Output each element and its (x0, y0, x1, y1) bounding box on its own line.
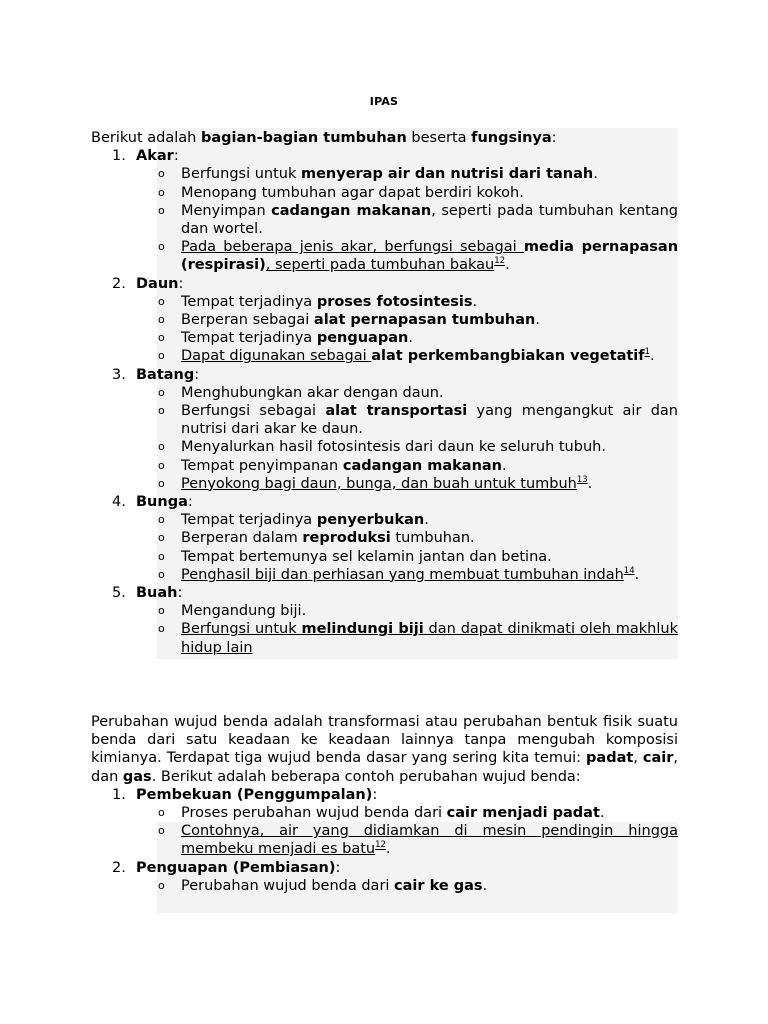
sub-text: . (424, 512, 429, 529)
sub-end: . (505, 257, 510, 274)
sub-text: Berperan dalam (181, 530, 303, 547)
bullet-icon: o (158, 604, 165, 618)
item-number: 1. (112, 148, 126, 165)
sub-text: Tempat terjadinya (181, 293, 317, 310)
footnote-ref: 12 (375, 840, 386, 851)
sub-item (91, 548, 678, 566)
sub-item (91, 511, 678, 529)
list-item-daun (91, 275, 678, 293)
sub-item (91, 402, 678, 438)
sub-text: . (599, 805, 605, 822)
sub-item (91, 384, 678, 402)
bullet-icon: o (158, 806, 165, 820)
sub-bold: penguapan (316, 330, 409, 347)
sub-text-underlined: Contohnya, air yang didiamkan di mesin pendingin hingga membeku menjadi es batu (181, 823, 678, 858)
state-change-section (91, 713, 678, 895)
item-number: 5. (112, 585, 126, 602)
sub-text-underlined: Penyokong bagi daun, bunga, dan buah untuk tumbuh (181, 475, 577, 492)
sub-bold: alat perkembangbiakan vegetatif (371, 348, 645, 365)
list-item-batang (91, 366, 678, 384)
sub-item (91, 566, 678, 584)
sub-text: tumbuhan. (390, 530, 475, 547)
sub-text: Menyimpan (181, 202, 272, 219)
sub-end: . (385, 841, 391, 858)
para-text: . Berikut adalah beberapa contoh perubahan wujud benda: (151, 768, 581, 785)
sub-item (91, 202, 678, 238)
bullet-icon: o (158, 349, 165, 363)
sub-item (91, 184, 678, 202)
bullet-icon: o (158, 622, 165, 636)
sub-text-underlined: Berfungsi untuk (181, 621, 302, 638)
intro-text: beserta (406, 130, 472, 146)
intro-bold-functions: fungsinya (471, 130, 552, 146)
bullet-icon: o (158, 185, 165, 199)
footnote-ref: 13 (576, 475, 588, 486)
sub-bold: penyerbukan (316, 512, 425, 529)
sub-bold: proses fotosintesis (316, 293, 473, 310)
sub-end: . (650, 348, 655, 365)
para-text: Perubahan wujud benda adalah transformasi atau perubahan bentuk fisik suatu benda dari satu keadaan ke keadaan lainnya tanpa mengubah komposisi kimianya. Terdapat tiga wujud benda dasar yang sering kita temui: (91, 714, 678, 767)
bullet-icon: o (158, 531, 165, 545)
sub-item (91, 602, 678, 620)
item-heading: Pembekuan (Penggumpalan) (136, 786, 373, 803)
bullet-icon: o (158, 476, 165, 490)
bullet-icon: o (158, 203, 165, 217)
footnote-ref: 14 (623, 566, 635, 577)
bullet-icon: o (158, 824, 165, 838)
sub-end: . (587, 475, 593, 492)
bullet-icon: o (158, 167, 165, 181)
sub-text: Berfungsi sebagai (181, 403, 326, 420)
sub-bold: melindungi biji (301, 621, 424, 638)
item-colon: : (177, 585, 183, 602)
bullet-icon: o (158, 331, 165, 345)
sub-item (91, 329, 678, 347)
sub-text-underlined: Pada beberapa jenis akar, berfungsi sebagai (181, 239, 524, 256)
para-bold: gas (122, 768, 152, 785)
sub-bold: media pernapasan (respirasi) (181, 239, 679, 274)
item-colon: : (372, 786, 378, 803)
sub-item (91, 877, 678, 895)
sub-bold: menyerap air dan nutrisi dari tanah (300, 166, 594, 183)
footnote-ref: 1 (644, 347, 650, 358)
para-text: , dan (91, 750, 678, 785)
item-heading: Buah (136, 585, 178, 602)
sub-item (91, 438, 678, 456)
para-text: , (633, 750, 643, 767)
sub-text: Tempat terjadinya (181, 512, 317, 529)
item-colon: : (335, 859, 341, 876)
intro-bold-parts: bagian-bagian tumbuhan (200, 130, 407, 146)
sub-text: Tempat penyimpanan (181, 457, 343, 474)
sub-item (91, 165, 678, 183)
sub-item (91, 457, 678, 475)
sub-text: . (408, 330, 413, 347)
bullet-icon: o (158, 294, 165, 308)
sub-item (91, 529, 678, 547)
list-item-penguapan (91, 859, 678, 877)
plant-parts-section (91, 129, 678, 657)
bullet-icon: o (158, 458, 165, 472)
sub-bold: cair menjadi padat (446, 805, 600, 822)
bullet-icon: o (158, 404, 165, 418)
item-heading: Penguapan (Pembiasan) (136, 859, 336, 876)
sub-text-underlined: Penghasil biji dan perhiasan yang membuat tumbuhan indah (181, 566, 624, 583)
item-number: 2. (112, 275, 126, 292)
list-item-buah (91, 584, 678, 602)
bullet-icon: o (158, 549, 165, 563)
para-bold: cair (642, 750, 674, 767)
section1-intro (91, 129, 678, 147)
sub-bold: cadangan makanan (271, 202, 432, 219)
list-item-pembekuan (91, 786, 678, 804)
sub-text-underlined: , seperti pada tumbuhan bakau (265, 257, 495, 274)
sub-bold: alat transportasi (325, 403, 468, 420)
sub-item (91, 238, 678, 274)
sub-bold: alat pernapasan tumbuhan (313, 312, 536, 329)
sub-text: Mengandung biji. (181, 603, 307, 620)
sub-text: . (535, 312, 540, 329)
sub-item (91, 620, 678, 656)
sub-text: , seperti pada tumbuhan kentang dan wortel. (181, 202, 678, 238)
bullet-icon: o (158, 878, 165, 892)
item-colon: : (194, 366, 200, 383)
sub-text: Berfungsi untuk (181, 166, 301, 183)
bullet-icon: o (158, 567, 165, 581)
document-title: IPAS (369, 95, 399, 108)
sub-end: . (634, 566, 640, 583)
list-item-akar (91, 147, 678, 165)
sub-item (91, 347, 678, 365)
item-heading: Batang (136, 366, 195, 383)
item-colon: : (178, 275, 184, 292)
bullet-icon: o (158, 385, 165, 399)
list-item-bunga (91, 493, 678, 511)
sub-text: . (593, 166, 598, 183)
sub-text: . (482, 877, 488, 894)
bullet-icon: o (158, 240, 165, 254)
bullet-icon: o (158, 513, 165, 527)
sub-text: Proses perubahan wujud benda dari (181, 805, 447, 822)
sub-item (91, 293, 678, 311)
sub-item (91, 804, 678, 822)
sub-text: . (472, 293, 478, 310)
item-heading: Daun (136, 275, 179, 292)
item-number: 4. (112, 494, 126, 511)
footnote-ref: 12 (494, 256, 506, 267)
sub-bold: cadangan makanan (342, 457, 502, 474)
sub-text: Menopang tumbuhan agar dapat berdiri kokoh. (181, 184, 524, 201)
sub-text: Tempat terjadinya (181, 330, 317, 347)
sub-item (91, 475, 678, 493)
sub-text: Perubahan wujud benda dari (181, 877, 395, 894)
sub-text: Menghubungkan akar dengan daun. (181, 384, 444, 401)
item-heading: Akar (136, 148, 174, 165)
item-colon: : (187, 494, 193, 511)
sub-text-underlined: dan dapat dinikmati oleh makhluk hidup lain (181, 621, 678, 656)
sub-bold: cair ke gas (394, 877, 483, 894)
bullet-icon: o (158, 440, 165, 454)
sub-text: . (502, 457, 507, 474)
sub-text: Berperan sebagai (181, 312, 314, 329)
sub-bold: reproduksi (302, 530, 391, 547)
intro-text: Berikut adalah (91, 130, 201, 146)
item-colon: : (173, 148, 179, 165)
item-number: 1. (112, 786, 126, 803)
sub-text: yang mengangkut air dan nutrisi dari akar ke daun. (181, 403, 678, 438)
sub-item (91, 822, 678, 858)
sub-text: Tempat bertemunya sel kelamin jantan dan betina. (181, 548, 552, 565)
sub-text: Menyalurkan hasil fotosintesis dari daun ke seluruh tubuh. (181, 439, 606, 456)
item-number: 2. (112, 859, 126, 876)
para-bold: padat (586, 750, 634, 767)
item-number: 3. (112, 366, 126, 383)
item-heading: Bunga (136, 494, 188, 511)
sub-item (91, 311, 678, 329)
bullet-icon: o (158, 313, 165, 327)
section2-paragraph (91, 713, 678, 786)
sub-text-underlined: Dapat digunakan sebagai (181, 348, 372, 365)
intro-text: : (551, 130, 557, 146)
